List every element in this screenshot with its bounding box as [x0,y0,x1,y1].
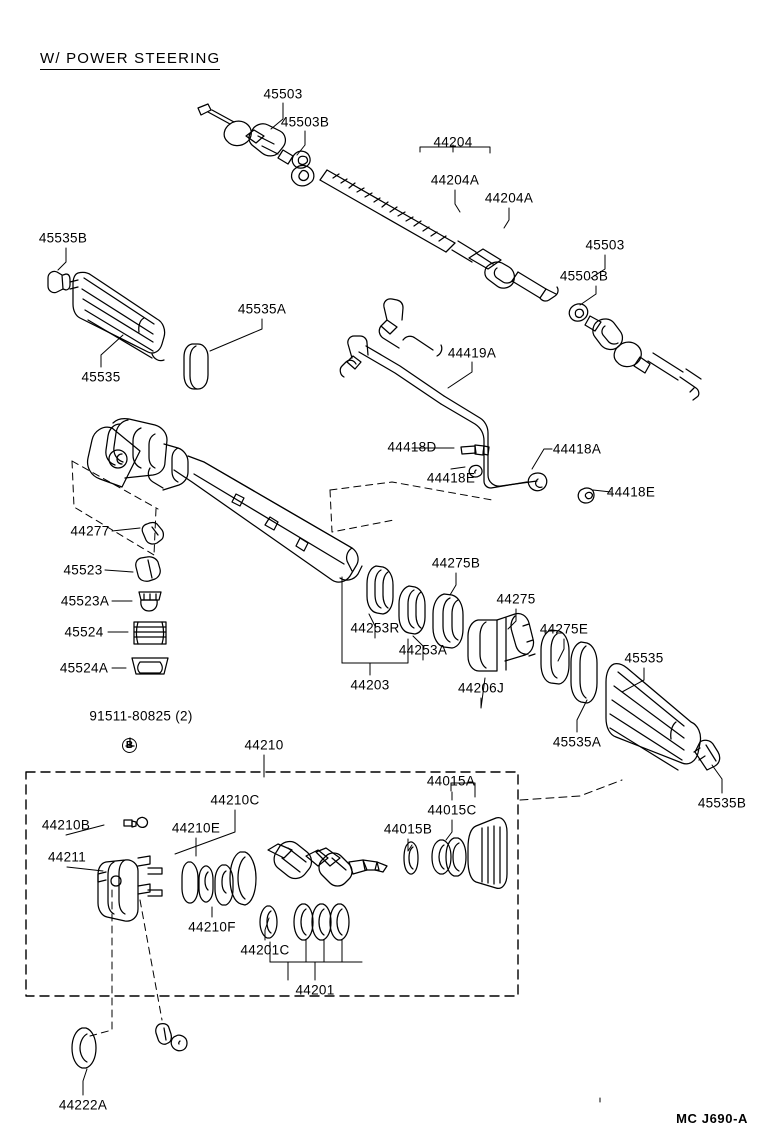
part-45535A-left-ring [184,344,208,389]
part-label-44418E-2: 44418E [606,484,656,500]
part-44275E-ring [541,630,569,684]
part-44210B-bolt [124,817,148,827]
part-label-44210E: 44210E [171,820,221,836]
part-label-45503-right: 45503 [585,237,625,253]
part-44253A-seal [399,586,425,634]
part-45535-right-boot [606,664,720,770]
part-label-45535B-left: 45535B [38,230,88,246]
diagram-footer-code: MC J690-A [676,1111,748,1126]
part-44201C-rings [260,904,349,940]
part-label-44275: 44275 [496,591,536,607]
part-label-44418A: 44418A [552,441,602,457]
part-label-44275B: 44275B [431,555,481,571]
part-label-45524A: 45524A [59,660,109,676]
part-label-45524: 45524 [64,624,104,640]
part-label-45535-right: 45535 [624,650,664,666]
part-label-44201C: 44201C [240,942,290,958]
part-label-45535-left: 45535 [81,369,121,385]
part-label-44206J: 44206J [457,680,505,696]
part-label-44210B: 44210B [41,817,91,833]
part-44201-valve-spool [268,842,387,886]
part-45535A-right-ring [571,642,597,703]
part-44203-gear-housing [88,419,362,582]
part-label-44015C: 44015C [427,802,477,818]
part-label-44015A: 44015A [426,773,476,789]
part-label-45523: 45523 [63,562,103,578]
part-45523A-seat [139,592,161,611]
part-small-fasteners-bottom [156,1024,187,1051]
part-label-44210: 44210 [244,737,284,753]
part-label-44204A-2: 44204A [484,190,534,206]
part-44275B-ring [433,594,463,648]
part-44277-clip [142,523,163,545]
part-label-44201: 44201 [295,982,335,998]
part-label-44253A: 44253A [398,642,448,658]
part-label-44210C: 44210C [210,792,260,808]
part-label-44204: 44204 [433,134,473,150]
part-label-45503B-top: 45503B [280,114,330,130]
part-label-44418D: 44418D [387,439,437,455]
part-label-45535B-right: 45535B [697,795,747,811]
part-label-44015B: 44015B [383,821,433,837]
part-label-44275E: 44275E [539,621,589,637]
part-label-44210F: 44210F [188,919,236,935]
part-label-44222A: 44222A [58,1097,108,1113]
part-44210E-washer [182,862,233,905]
part-45524A-lock-nut [132,658,168,674]
part-label-44277: 44277 [70,523,110,539]
bolt-marker-b: B [122,738,137,753]
part-44275-cylinder [468,613,535,671]
part-label-44211: 44211 [47,849,87,865]
part-label-91511: 91511-80825 (2) [89,708,193,724]
part-label-44204A-1: 44204A [430,172,480,188]
part-44253R-seal [367,566,393,614]
part-label-45535A-left: 45535A [237,301,287,317]
part-44210C-oring [230,852,256,905]
part-45524-adjuster [134,622,166,644]
part-label-44203: 44203 [350,677,390,693]
part-44211-valve-housing [98,856,162,921]
part-45523-bushing [136,557,161,582]
part-label-44419A: 44419A [447,345,497,361]
diagram-title: W/ POWER STEERING [40,50,220,70]
part-label-44418E-1: 44418E [426,470,476,486]
part-label-45503-top: 45503 [263,86,303,102]
part-44222A-seal [72,1028,96,1068]
part-label-45535A-right: 45535A [552,734,602,750]
part-label-45523A: 45523A [60,593,110,609]
part-45535-left-boot [48,271,165,360]
part-label-45503B-right: 45503B [559,268,609,284]
part-label-44253R: 44253R [350,620,400,636]
